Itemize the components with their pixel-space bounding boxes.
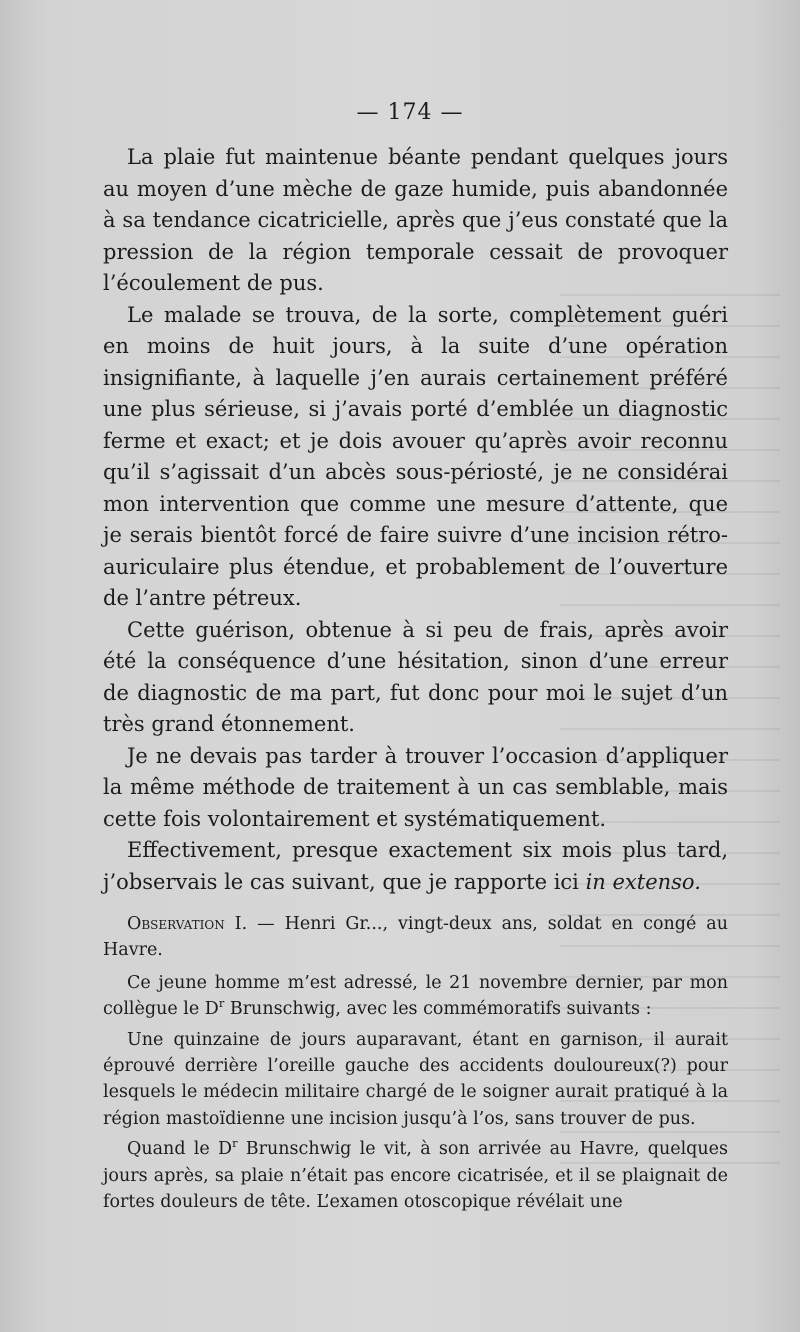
paragraph: Je ne devais pas tarder à trouver l’occasion d’appliquer la même méthode de traitement à un cas semblable, mais cette fois volontairement et systématiquement. [103,743,728,831]
italic-phrase: in extenso. [585,869,701,894]
observation-heading [103,911,728,964]
observation-text: Brunschwig, avec les commémoratifs suivants : [224,999,652,1020]
paragraph-text: Effectivement, presque exactement six mois plus tard, j’observais le cas suivant, que je rapporte ici [103,838,728,894]
paragraph: La plaie fut maintenue béante pendant quelques jours au moyen d’une mèche de gaze humide, puis abandonnée à sa tendance cicatricielle, après que j’eus constaté que la pression de la région temporale cessait de provoquer l’écoulement de pus. [103,145,728,295]
main-text-block [103,142,728,898]
page-number: — 174 — [356,100,464,125]
paragraph: Le malade se trouva, de la sorte, complètement guéri en moins de huit jours, à la suite d’une opération insignifiante, à laquelle j’en aurais certainement préféré une plus sérieuse, si j’avais porté d’emblée un diagnostic ferme et exact; et je dois avouer qu’après avoir reconnu qu’il s’agissait d’un abcès sous-périosté, je ne considérai mon intervention que comme une mesure d’attente, que je serais bientôt forcé de faire suivre d’une incision rétro-auriculaire plus étendue, et probablement de l’ouverture de l’antre pétreux. [103,302,728,610]
paragraph: Cette guérison, obtenue à si peu de frais, après avoir été la conséquence d’une hésitation, sinon d’une erreur de diagnostic de ma part, fut donc pour moi le sujet d’un très grand étonnement. [103,617,728,736]
paragraph [103,835,728,898]
observation-paragraph: Une quinzaine de jours auparavant, étant en garnison, il aurait éprouvé derrière l’oreille gauche des accidents douloureux(?) pour lesquels le médecin militaire chargé de le soigner aurait pratiqué à la région mastoïdienne une incision jusqu’à l’os, sans trouver de pus. [103,1029,728,1129]
observation-label: Observation I. [127,914,248,934]
observation-text: Brunschwig le vit, à son arrivée au Havre, quelques jours après, sa plaie n’était pas encore cicatrisée, et il se plaignait de fortes douleurs de tête. L’examen otoscopique révélait une [103,1139,728,1213]
observation-text: Quand le D [127,1139,233,1160]
observation-block [103,911,728,1219]
observation-text: Ce jeune homme m’est adressé, le 21 novembre dernier, par mon collègue le D [103,972,728,1020]
observation-paragraph [103,1136,728,1215]
superscript: r [232,1136,238,1151]
observation-heading-text: — Henri Gr..., vingt-deux ans, soldat en congé au Havre. [103,914,728,961]
observation-paragraph [103,970,728,1023]
superscript: r [218,996,225,1011]
